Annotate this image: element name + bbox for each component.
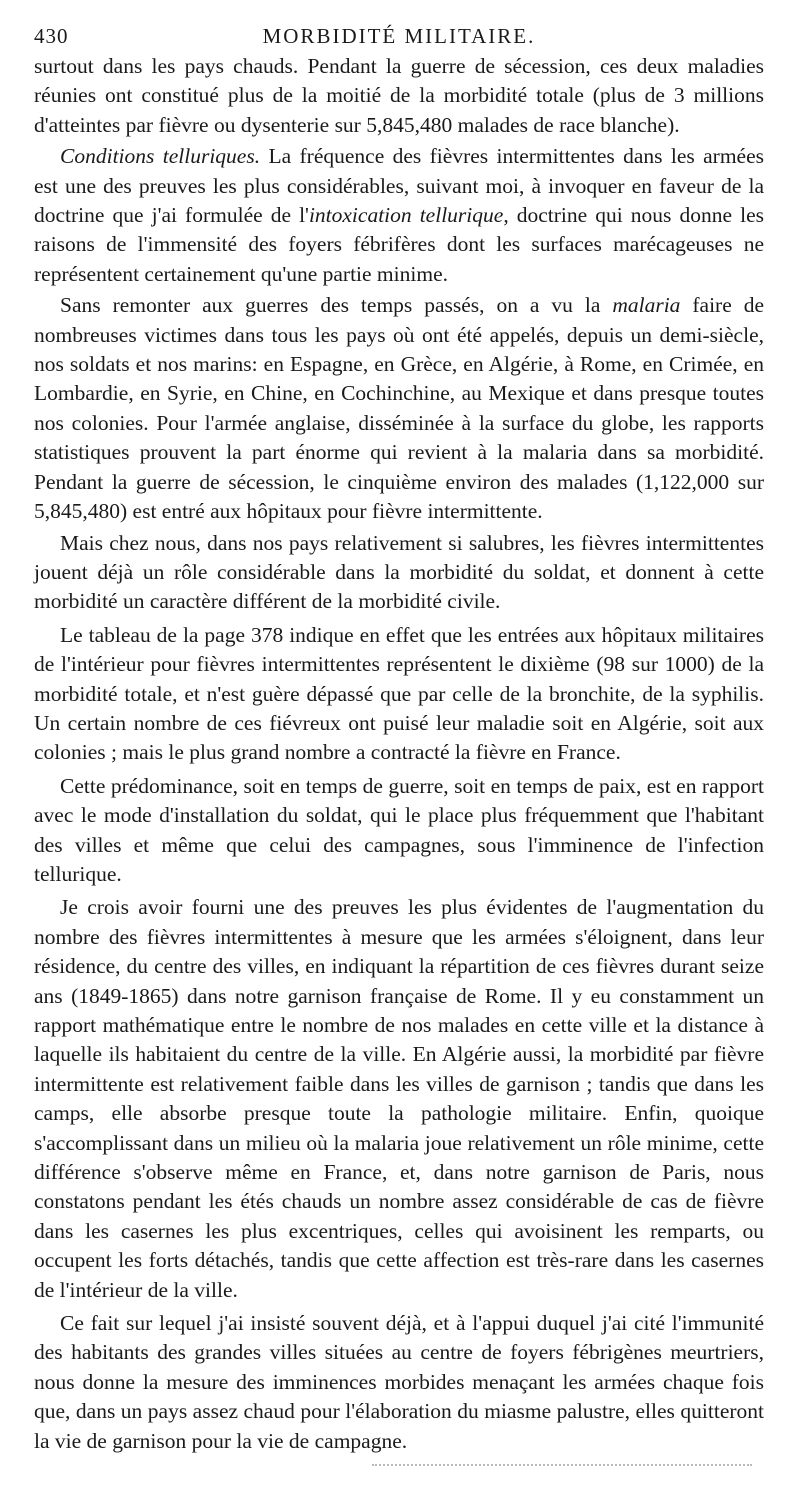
paragraph bbox=[34, 772, 764, 890]
text-run: Le tableau de la page 378 indique en effet que les entrées aux hôpitaux militaires de l'intérieur pour fièvres intermittentes représentent le dixième (98 sur 1000) de la morbidité totale, et n'est guère dépassé que par celle de la bronchite, de la syphilis. Un certain nombre de ces fiévreux ont puisé leur maladie soit en Algérie, soit aux colonies ; mais le plus grand nombre a contracté la fièvre en France. bbox=[34, 622, 764, 765]
italic-text-run: malaria bbox=[612, 293, 681, 318]
text-run: Cette prédominance, soit en temps de guerre, soit en temps de paix, est en rapport avec le mode d'installation du soldat, qui le place plus fréquemment que l'habitant des villes et même que celui des campagnes, sous l'imminence de l'infection tellurique. bbox=[34, 773, 764, 886]
paragraph bbox=[34, 893, 764, 1305]
italic-text-run: Conditions telluriques. bbox=[60, 144, 261, 169]
book-page bbox=[34, 18, 764, 1458]
text-run: Ce fait sur lequel j'ai insisté souvent déjà, et à l'appui duquel j'ai cité l'immunité des habitants des grandes villes situées au centre de foyers fébrigènes meurtriers, nous donne la mesure des imminences morbides menaçant les armées chaque fois que, dans un pays assez chaud pour l'élaboration du miasme palustre, elles quitteront la vie de garnison pour la vie de campagne. bbox=[34, 1311, 764, 1453]
paragraph bbox=[34, 142, 764, 289]
running-title: MORBIDITÉ MILITAIRE. bbox=[262, 24, 536, 48]
page-number: 430 bbox=[34, 24, 69, 48]
text-run: , doctrine qui nous donne les raisons de l'immensité des foyers fébrifères dont les surfaces marécageuses ne représentent certainement qu'une partie minime. bbox=[34, 203, 764, 286]
text-run: faire de nombreuses victimes dans tous les pays où ont été appelés, depuis un demi-siècle, nos soldats et nos marins: en Espagne, en Grèce, en Algérie, à Rome, en Crimée, en Lombardie, en Syrie, en Chine, en Cochinchine, au Mexique et dans presque toutes nos colonies. Pour l'armée anglaise, disséminée à la surface du globe, les rapports statistiques prouvent la part énorme qui revient à la malaria dans sa morbidité. Pendant la guerre de sécession, le cinquième environ des malades (1,122,000 sur 5,845,480) est entré aux hôpitaux pour fièvre intermittente. bbox=[34, 293, 765, 524]
text-run: surtout dans les pays chauds. Pendant la guerre de sécession, ces deux maladies réunies ont constitué plus de la moitié de la morbidité totale (plus de 3 millions d'atteintes par fièvre ou dysenterie sur 5,845,480 malades de race blanche). bbox=[34, 54, 764, 137]
text-run: Je crois avoir fourni une des preuves les plus évidentes de l'augmentation du nombre des fièvres intermittentes à mesure que les armées s'éloignent, dans leur résidence, du centre des villes, en indiquant la répartition de ces fièvres durant seize ans (1849-1865) dans notre garnison française de Rome. Il y eu constamment un rapport mathématique entre le nombre de nos malades en cette ville et la distance à laquelle ils habitaient du centre de la ville. En Algérie aussi, la morbidité par fièvre intermittente est relativement faible dans les villes de garnison ; tandis que dans les camps, elle absorbe presque toute la pathologie militaire. Enfin, quoique s'accomplissant dans un milieu où la malaria joue relativement un rôle minime, cette différence s'observe même en France, et, dans notre garnison de Paris, nous constatons pendant les étés chauds un nombre assez considérable de cas de fièvre dans les casernes les plus excentriques, celles qui avoisinent les remparts, ou occupent les forts détachés, tandis que cette affection est très-rare dans les casernes de l'intérieur de la ville. bbox=[34, 895, 764, 1302]
body-text bbox=[34, 52, 764, 1456]
text-run: Mais chez nous, dans nos pays relativement si salubres, les fièvres intermittentes jouent déjà un rôle considérable dans la morbidité du soldat, et donnent à cette morbidité un caractère différent de la morbidité civile. bbox=[34, 530, 764, 614]
italic-text-run: intoxication tellurique bbox=[308, 203, 504, 228]
paragraph bbox=[34, 291, 764, 526]
paragraph bbox=[34, 621, 764, 768]
text-run: La fréquence des fièvres intermittentes dans les armées est une des preuves les plus considérables, suivant moi, à invoquer en faveur de la doctrine que j'ai formulée de l' bbox=[34, 144, 764, 228]
running-head bbox=[34, 18, 764, 52]
paragraph bbox=[34, 52, 764, 140]
text-run: Sans remonter aux guerres des temps passés, on a vu la bbox=[60, 293, 613, 318]
paragraph bbox=[34, 529, 764, 617]
paragraph bbox=[34, 1309, 764, 1456]
footer-rule bbox=[372, 1464, 752, 1468]
